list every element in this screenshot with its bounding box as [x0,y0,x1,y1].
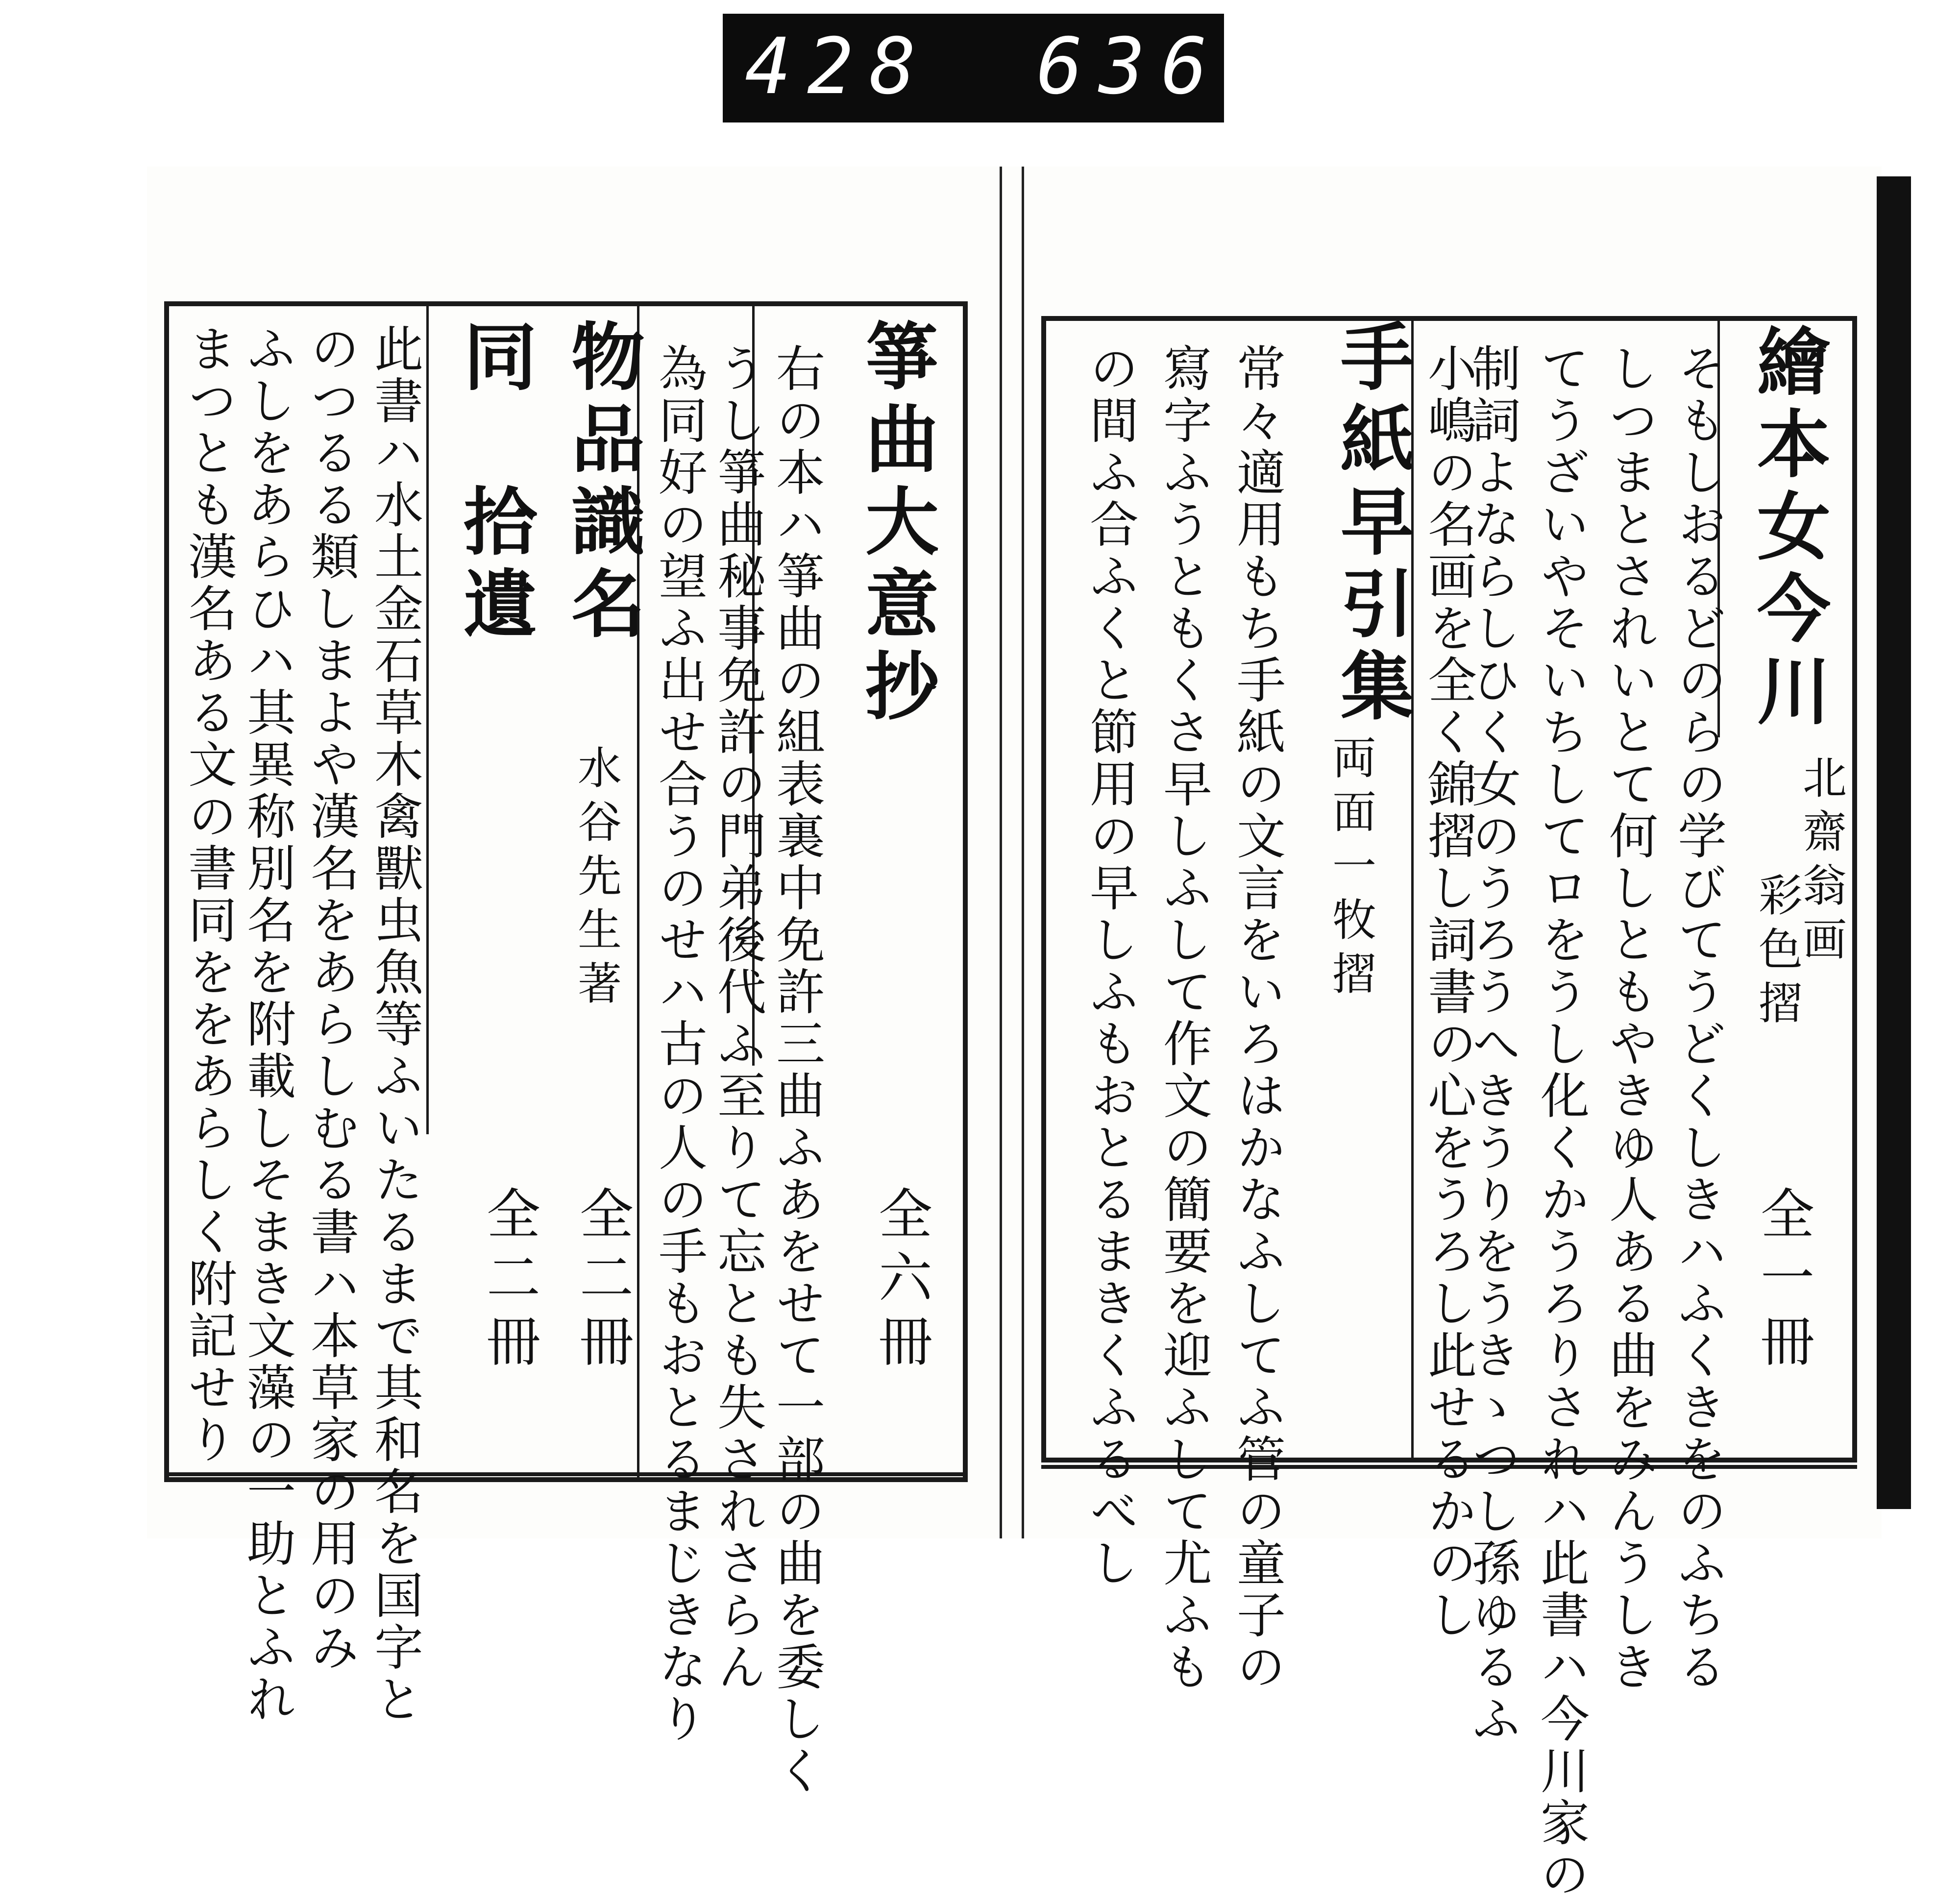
right-page-title: 繪本女今川 [1744,323,1831,735]
archive-label-bar [723,14,1224,122]
left-page-title-3: 同 拾遺 [451,318,537,648]
right-page-volumes: 全一冊 [1752,1186,1814,1377]
left-page-body-2-line: 此書ハ水土金石草木禽獸虫魚等ふいたるまで其和名を国字と [366,323,423,1726]
left-page-volumes: 全六冊 [870,1186,932,1377]
right-page-title-2: 手紙早引集 [1328,318,1414,730]
left-page-body-2-line: まつとも漢名ある文の書同ををあらしく附記せり [180,323,237,1466]
left-page-author-2: 水谷先生著 [570,745,621,1014]
right-page-body-line: 制詞よならしひく女のうろうへきうりをうきゝつし孫ゆるふ [1464,343,1521,1745]
right-page-author: 北齋翁画 [1795,755,1846,970]
right-page-body-2-line: の間ふ合ふくと節用の早しふもおとるまきくふるべし [1081,343,1139,1589]
archive-number-right: 636 [1036,22,1224,112]
right-page-edition: 彩色摺 [1751,872,1802,1034]
right-page-body-line: てうざいやそいちしてロをうし化くかうろりされハ此書ハ今川家の [1532,343,1590,1901]
right-page-body-2-line: 寫字ふうともくさ早しふして作文の簡要を迎ふして尤ふも [1155,343,1212,1693]
left-page-body-line: 右の本ハ箏曲の組表裏中免許三曲ふあをせて一部の曲を委しく [768,343,825,1797]
left-page-title: 箏曲大意抄 [853,318,939,730]
book-gutter [1000,167,1024,1538]
left-page-body-line: 為同好の望ふ出せ合うのせハ古の人の手もおとるまじきなり [650,343,708,1745]
right-page-body-line: しつまとされいとて何しともやきゆ人ある曲をみんうしき [1601,343,1658,1693]
left-page-volumes-3: 全二冊 [478,1186,540,1377]
left-page-volumes-2: 全二冊 [571,1186,634,1377]
right-page-body-line: 小嶋の名画を全く錦摺し詞書の心をうろし此せるかのし [1420,343,1477,1641]
left-page-body-2-line: ふしをあらひハ其異称別名を附載しそまき文藻の一助とふれ [239,323,296,1726]
right-page-body-line: そもしおるどのらの学びてうどくしきハふくきをのふちる [1669,343,1727,1693]
archive-number-left: 428 [745,22,932,112]
right-page-body-2-line: 常々適用もち手紙の文言をいろはかなふしてふ管の童子の [1228,343,1286,1693]
left-page-section-rule [426,301,429,1134]
left-page-title-2: 物品識名 [559,318,645,648]
left-page-body-line: うし箏曲秘事免許の門弟後代ふ至りて忘とも失されさらん [709,343,766,1693]
left-page-body-2-line: のつるる類しまよや漢名をあらしむる書ハ本草家の用のみ [302,323,360,1674]
book-fore-edge [1877,176,1911,1509]
right-page-edition-2: 両面一牧摺 [1324,735,1376,1004]
